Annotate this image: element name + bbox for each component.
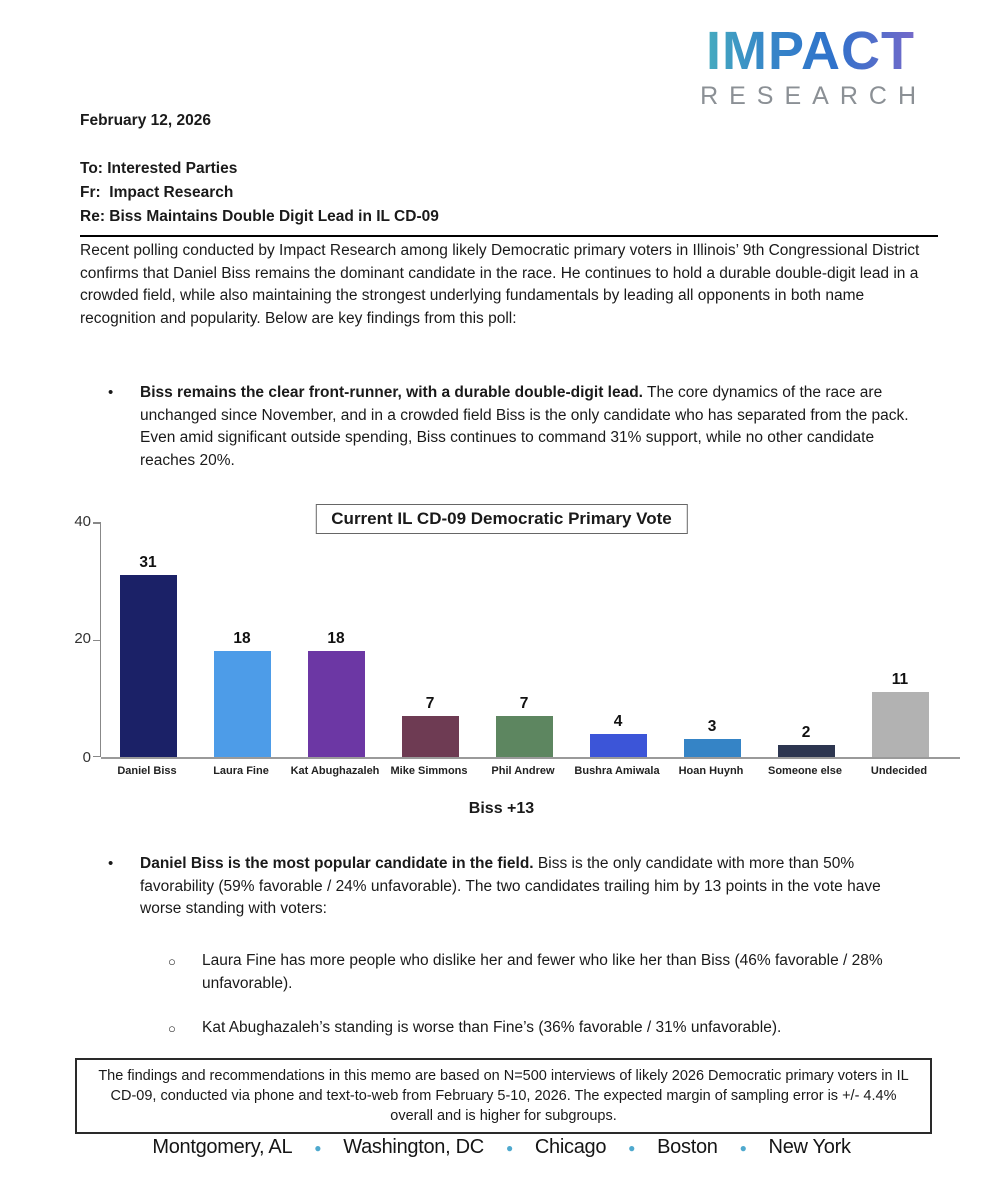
primary-vote-chart (55, 498, 948, 818)
memo-header (80, 157, 938, 237)
y-axis-tickmark (93, 756, 101, 758)
bullet-2-lead: Daniel Biss is the most popular candidate in the field. (140, 855, 534, 872)
bar-value-label: 18 (327, 630, 345, 648)
chart-title: Current IL CD-09 Democratic Primary Vote (315, 504, 687, 534)
bar-value-label: 7 (425, 694, 435, 712)
bar (872, 692, 929, 757)
bar-value-label: 11 (891, 671, 909, 689)
office-city: New York (768, 1136, 851, 1158)
city-separator-dot-icon: ● (739, 1140, 747, 1155)
bars (101, 522, 948, 757)
bar (120, 575, 177, 757)
bar-value-label: 31 (139, 553, 157, 571)
category-label: Kat Abughazaleh (290, 765, 380, 777)
bar (496, 716, 553, 757)
bar-group (853, 522, 947, 757)
category-label: Undecided (870, 765, 928, 777)
bullet-icon: • (108, 384, 114, 401)
bullet-2-text (140, 853, 916, 921)
circle-bullet-icon: ○ (168, 1021, 176, 1036)
memo-date: February 12, 2026 (80, 112, 211, 129)
office-city: Montgomery, AL (152, 1136, 293, 1158)
office-locations (0, 1136, 1003, 1159)
y-axis-tick-0: 0 (82, 749, 91, 766)
category-label: Hoan Huynh (678, 765, 744, 777)
y-axis-tickmark (93, 522, 101, 524)
bar-group (195, 522, 289, 757)
bar-value-label: 7 (519, 694, 529, 712)
key-finding-bullet-2 (108, 853, 916, 921)
office-city: Chicago (534, 1136, 607, 1158)
category-label: Daniel Biss (117, 765, 177, 777)
bar-group (571, 522, 665, 757)
category-label: Someone else (768, 765, 842, 777)
sub-bullet-2-text: Kat Abughazaleh’s standing is worse than Fine’s (36% favorable / 31% unfavorable). (202, 1019, 782, 1036)
category-label: Mike Simmons (390, 765, 468, 777)
y-axis-tickmark (93, 640, 101, 642)
bar-group (665, 522, 759, 757)
bar (778, 745, 835, 757)
sub-bullet-laura-fine (168, 950, 918, 995)
key-finding-bullet-1 (108, 382, 916, 472)
bar-value-label: 18 (233, 630, 251, 648)
memo-subject-line: Re: Biss Maintains Double Digit Lead in IL CD-09 (80, 208, 439, 225)
bar (402, 716, 459, 757)
category-label: Bushra Amiwala (574, 765, 660, 777)
city-separator-dot-icon: ● (628, 1140, 636, 1155)
category-label: Phil Andrew (491, 765, 555, 777)
y-axis-tick-20: 20 (74, 630, 91, 647)
bar (308, 651, 365, 757)
bullet-2-rest: Biss is the only candidate with more than 50% favorability (59% favorable / 24% unfavorable). The two candidates trailing him by 13 points in the vote have worse standing with voters: (140, 855, 881, 917)
sub-bullet-1-text: Laura Fine has more people who dislike her and fewer who like her than Biss (46% favorable / 28% unfavorable). (202, 952, 883, 992)
office-city: Washington, DC (343, 1136, 484, 1158)
logo-impact-text: IMPACT (694, 24, 927, 78)
city-separator-dot-icon: ● (314, 1140, 322, 1155)
bar (214, 651, 271, 757)
bar-group (289, 522, 383, 757)
bar-group (383, 522, 477, 757)
bullet-1-lead: Biss remains the clear front-runner, with a durable double-digit lead. (140, 384, 643, 401)
bar-value-label: 4 (613, 712, 623, 730)
bar-value-label: 2 (801, 724, 811, 742)
bullet-1-text (140, 382, 916, 472)
category-labels (100, 764, 948, 778)
category-label: Laura Fine (213, 765, 269, 777)
memo-from-line: Fr: Impact Research (80, 184, 234, 201)
impact-research-logo (694, 21, 927, 111)
sub-bullet-kat-abughazaleh (168, 1017, 938, 1041)
y-axis-tick-40: 40 (74, 513, 91, 530)
bar (684, 739, 741, 757)
bar (590, 734, 647, 758)
circle-bullet-icon: ○ (168, 954, 176, 969)
logo-research-text: RESEARCH (700, 82, 927, 110)
city-separator-dot-icon: ● (505, 1140, 513, 1155)
bullet-1-rest: The core dynamics of the race are unchanged since November, and in a crowded field Biss is the only candidate who has separated from the pack. Even amid significant outside spending, Biss continues to command 31% support, while no other candidate reaches 20%. (140, 384, 909, 469)
bar-group (759, 522, 853, 757)
bar-group (101, 522, 195, 757)
x-axis-line (101, 757, 960, 759)
methodology-note-box: The findings and recommendations in this memo are based on N=500 interviews of likely 2026 Democratic primary voters in IL CD-09, conducted via phone and text-to-web from February 5-10, 2026. The expected margin of sampling error is +/- 4.4% overall and is higher for subgroups. (75, 1058, 932, 1134)
bar-group (477, 522, 571, 757)
bullet-icon: • (108, 855, 114, 872)
intro-paragraph: Recent polling conducted by Impact Research among likely Democratic primary voters in Illinois’ 9th Congressional District confirms that Daniel Biss remains the dominant candidate in the race. He continues to hold a durable double-digit lead in a crowded field, while also maintaining the strongest underlying fundamentals by leading all opponents in both name recognition and popularity. Below are key findings from this poll: (80, 242, 920, 327)
chart-annotation: Biss +13 (468, 800, 535, 818)
memo-to-line: To: Interested Parties (80, 160, 238, 177)
bar-value-label: 3 (707, 718, 717, 736)
office-city: Boston (657, 1136, 718, 1158)
